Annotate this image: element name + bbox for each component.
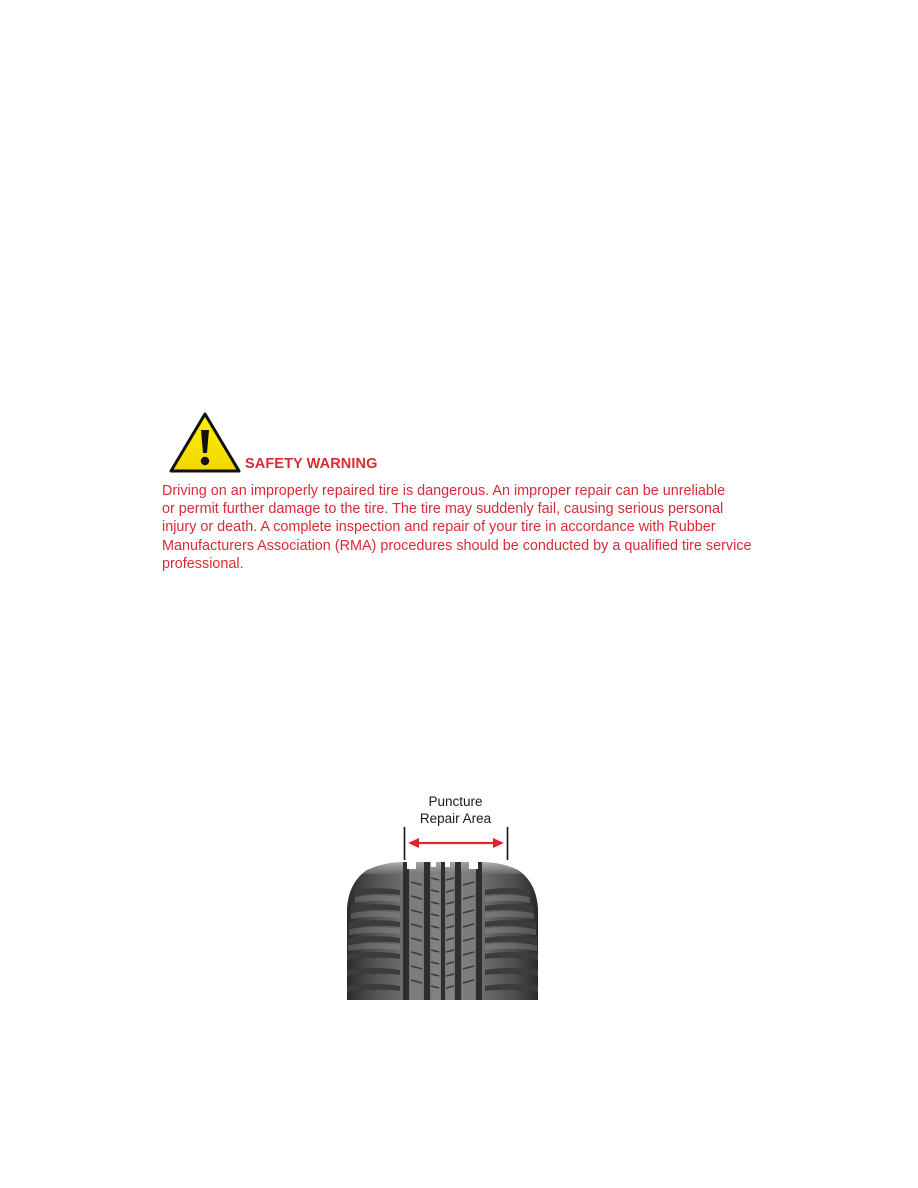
warning-text (162, 482, 822, 573)
figure-label-line1: Puncture (428, 794, 483, 809)
warning-text-line: or permit further damage to the tire. The tire may suddenly fail, causing serious personal (162, 501, 724, 518)
warning-text-line: Manufacturers Association (RMA) procedures should be conducted by a qualified tire service (162, 537, 752, 554)
warning-text-line: injury or death. A complete inspection and repair of your tire in accordance with Rubber (162, 519, 716, 536)
warning-text-line: professional. (162, 555, 244, 572)
warning-text-line: Driving on an improperly repaired tire is dangerous. An improper repair can be unreliable (162, 483, 726, 499)
warning-triangle-icon (169, 412, 241, 474)
warning-title: SAFETY WARNING (245, 456, 378, 472)
repair-area-arrow (408, 838, 504, 848)
figure-label-line2: Repair Area (419, 811, 492, 826)
puncture-repair-figure (345, 790, 540, 1000)
